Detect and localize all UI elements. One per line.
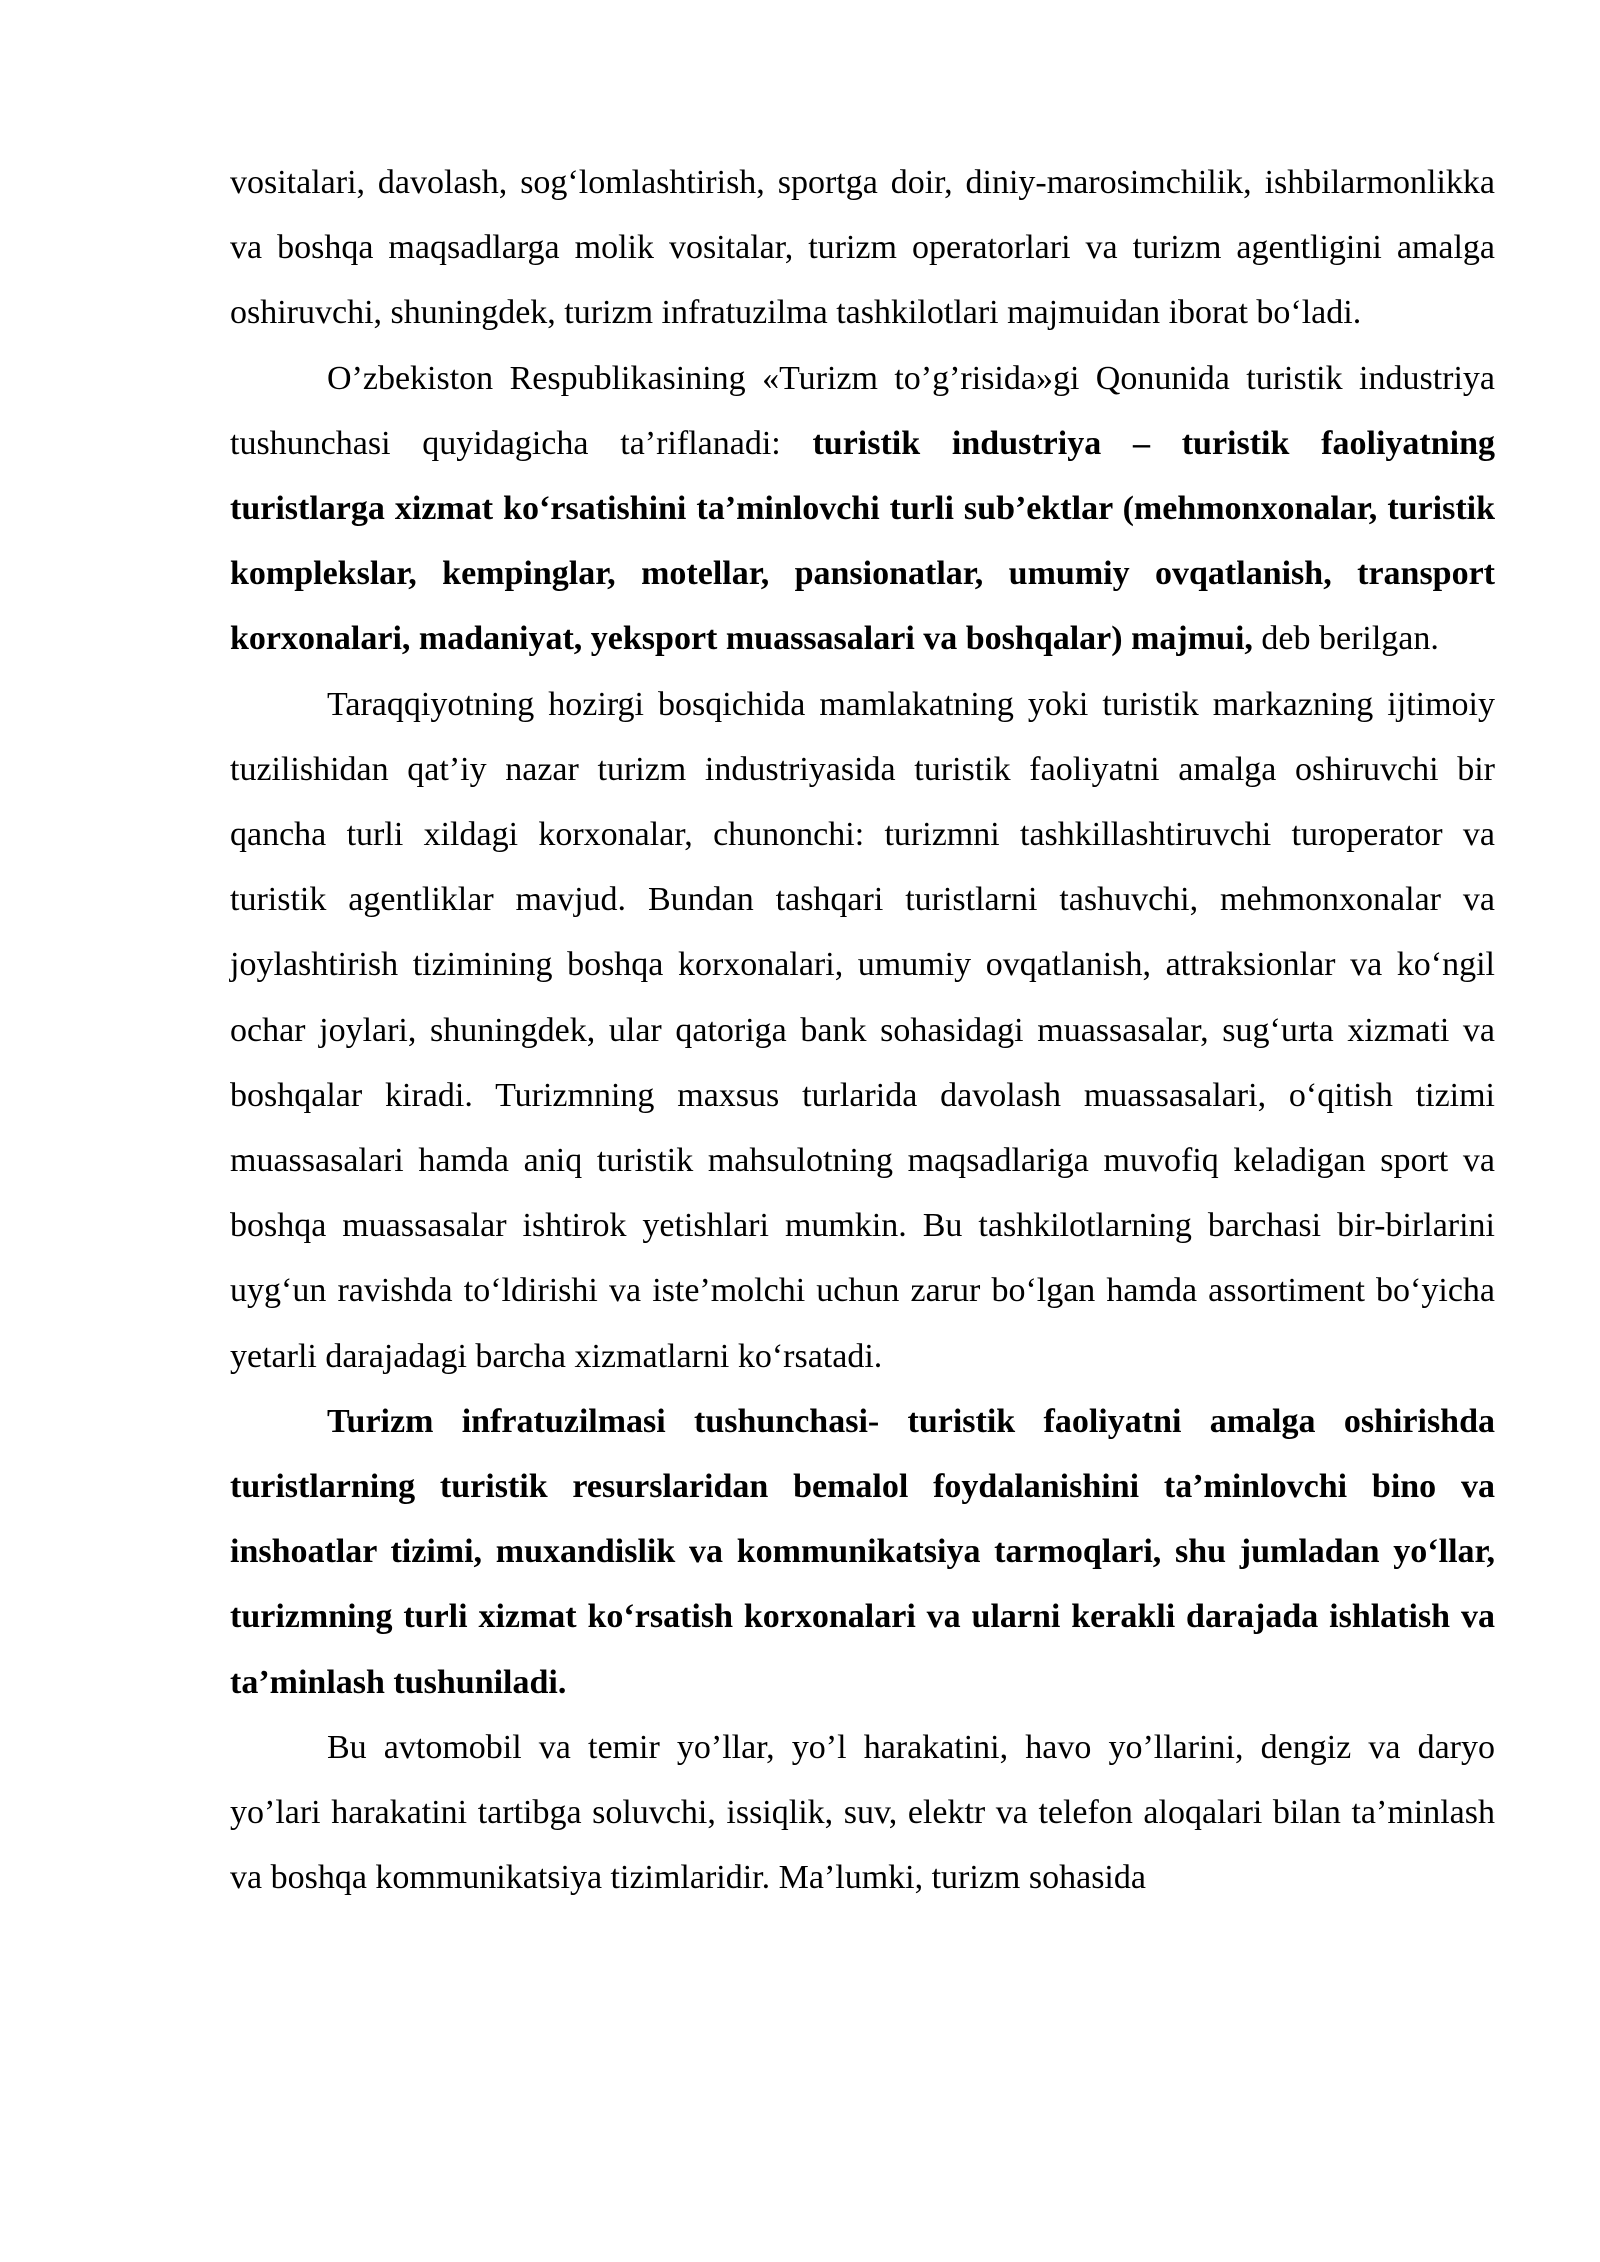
paragraph-2-definition-bold: turistik industriya – turistik faoliyatning turistlarga xizmat ko‘rsatishini ta’minlovchi turli sub’ektlar (mehmonxonalar, turistik komplekslar, kempinglar, motellar, pansionatlar, umumiy ovqatlanish, transport korxonalari, madaniyat, yeksport muassasalari va boshqalar) majmui, [230, 424, 1495, 658]
paragraph-3-text: Taraqqiyotning hozirgi bosqichida mamlakatning yoki turistik markazning ijtimoiy tuzilishidan qat’iy nazar turizm industriyasida turistik faoliyatni amalga oshiruvchi bir qancha turli xildagi korxonalar, chunonchi: turizmni tashkillashtiruvchi turoperator va turistik agentliklar mavjud. Bundan tashqari turistlarni tashuvchi, mehmonxonalar va joylashtirish tizimining boshqa korxonalari, umumiy ovqatlanish, attraksionlar va ko‘ngil ochar joylari, shuningdek, ular qatoriga bank sohasidagi muassasalar, sug‘urta xizmati va boshqalar kiradi. Turizmning maxsus turlarida davolash muassasalari, o‘qitish tizimi muassasalari hamda aniq turistik mahsulotning maqsadlariga muvofiq keladigan sport va boshqa muassasalar ishtirok yetishlari mumkin. Bu tashkilotlarning barchasi bir-birlarini uyg‘un ravishda to‘ldirishi va iste’molchi uchun zarur bo‘lgan hamda assortiment bo‘yicha yetarli darajadagi barcha xizmatlarni ko‘rsatadi. [230, 685, 1495, 1375]
paragraph-2-ending: deb berilgan. [1252, 620, 1439, 658]
paragraph-2-text: O’zbekiston Respublikasining «Turizm to’g’risida»gi Qonunida turistik industriya tushunchasi quyidagicha ta’riflanadi: [230, 359, 1495, 462]
paragraph-4 [230, 1389, 1495, 1715]
paragraph-3 [230, 672, 1495, 1389]
paragraph-5 [230, 1715, 1495, 1911]
paragraph-2 [230, 346, 1495, 672]
paragraph-5-text: Bu avtomobil va temir yo’llar, yo’l harakatini, havo yo’llarini, dengiz va daryo yo’lari harakatini tartibga soluvchi, issiqlik, suv, elektr va telefon aloqalari bilan ta’minlash va boshqa kommunikatsiya tizimlaridir. Ma’lumki, turizm sohasida [230, 1728, 1495, 1897]
document-body [230, 150, 1495, 1910]
paragraph-1 [230, 150, 1495, 346]
paragraph-1-text: vositalari, davolash, sog‘lomlashtirish, sportga doir, diniy-marosimchilik, ishbilarmonlikka va boshqa maqsadlarga molik vositalar, turizm operatorlari va turizm agentligini amalga oshiruvchi, shuningdek, turizm infratuzilma tashkilotlari majmuidan iborat bo‘ladi. [230, 164, 1495, 332]
paragraph-4-definition-bold: Turizm infratuzilmasi tushunchasi- turistik faoliyatni amalga oshirishda turistlarning turistik resurslaridan bemalol foydalanishini ta’minlovchi bino va inshoatlar tizimi, muxandislik va kommunikatsiya tarmoqlari, shu jumladan yo‘llar, turizmning turli xizmat ko‘rsatish korxonalari va ularni kerakli darajada ishlatish va ta’minlash tushuniladi. [230, 1402, 1495, 1701]
